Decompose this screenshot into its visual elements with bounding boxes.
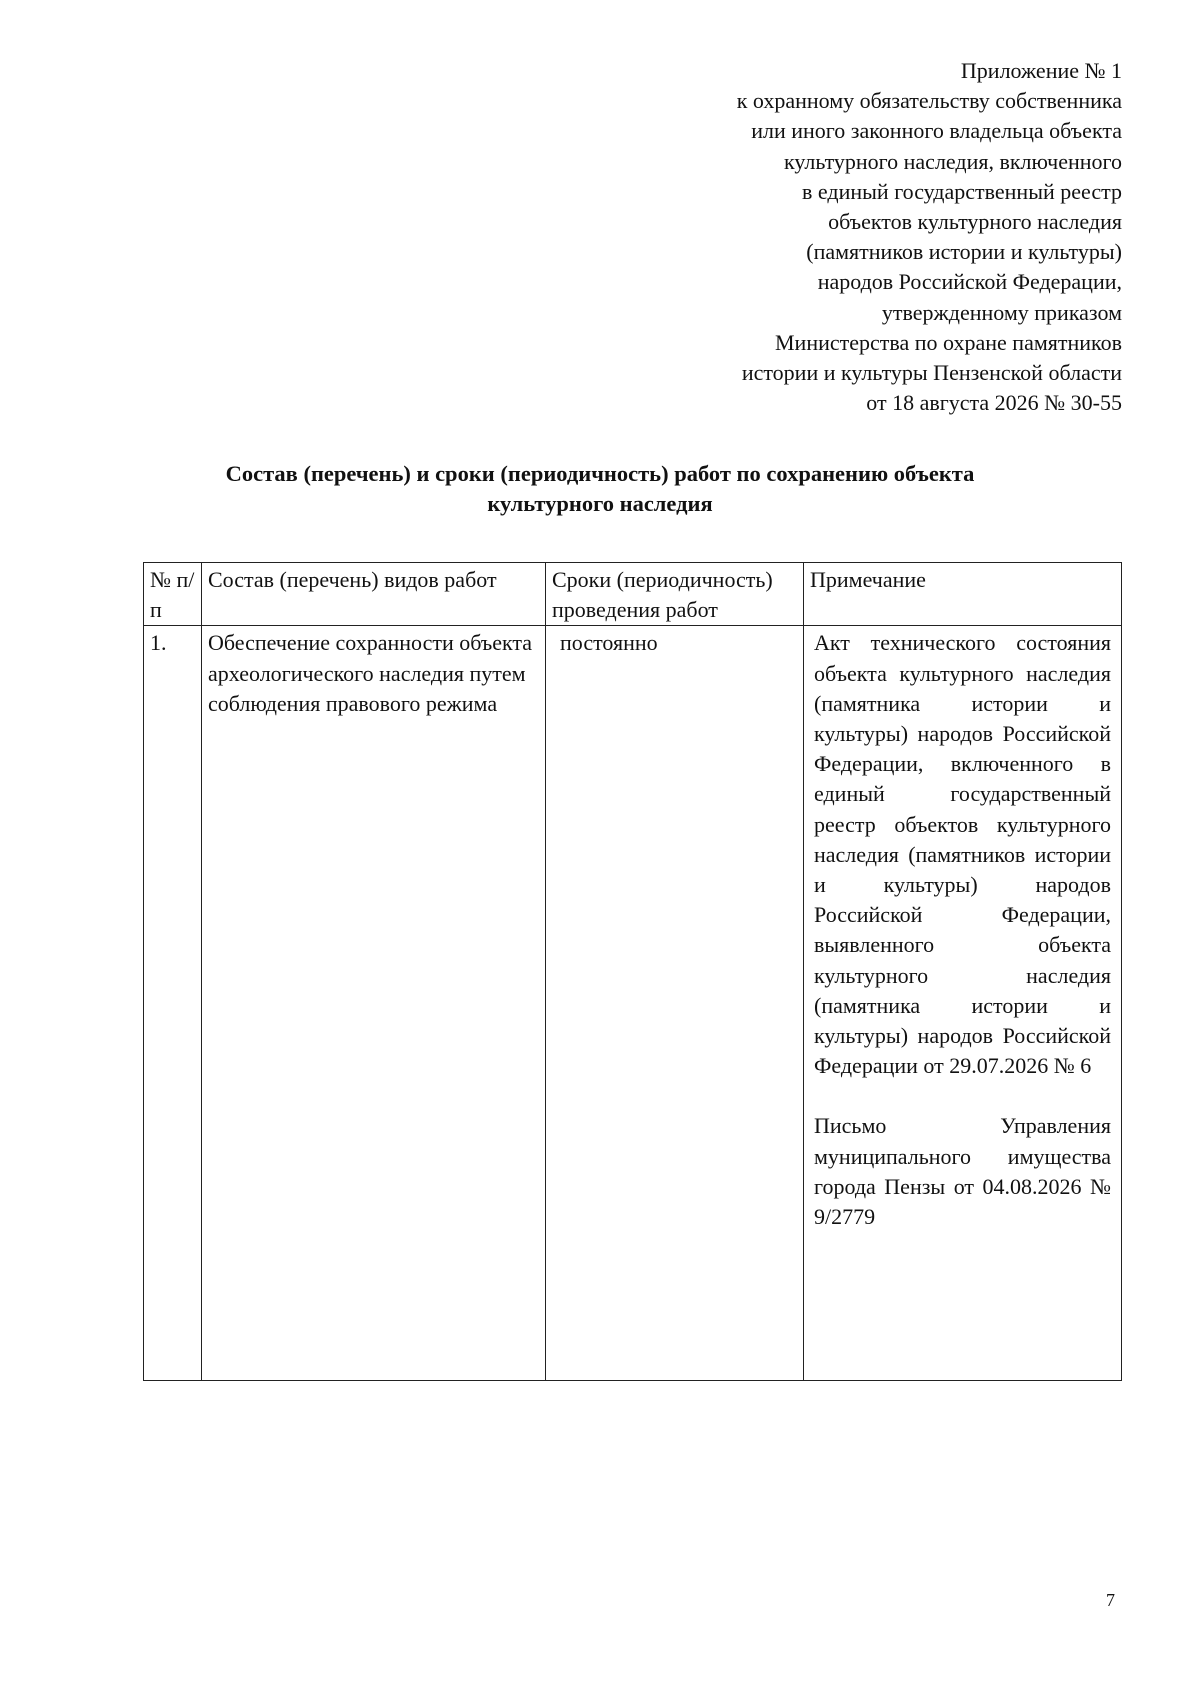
appendix-line: от 18 августа 2026 № 30-55 [866, 390, 1122, 416]
cell-works: Обеспечение сохранности объекта археологического наследия путем соблюдения правового режима [202, 626, 546, 1381]
cell-notes [804, 626, 1122, 1381]
note-letter: Письмо Управления муниципального имущества города Пензы от 04.08.2026 № 9/2779 [814, 1113, 1111, 1230]
table-row [144, 626, 1122, 1381]
appendix-line: народов Российской Федерации, [817, 269, 1122, 295]
appendix-line: или иного законного владельца объекта [751, 118, 1122, 144]
page-number: 7 [1106, 1590, 1115, 1610]
header-num: № п/п [144, 563, 202, 626]
appendix-heading [562, 56, 1122, 418]
cell-num: 1. [144, 626, 202, 1381]
appendix-line: истории и культуры Пензенской области [741, 360, 1122, 386]
appendix-line: к охранному обязательству собственника [736, 88, 1122, 114]
appendix-line: (памятников истории и культуры) [806, 239, 1122, 265]
document-title-line-1: Состав (перечень) и сроки (периодичность) работ по сохранению объекта [225, 461, 975, 486]
header-notes: Примечание [804, 563, 1122, 626]
appendix-line: объектов культурного наследия [828, 209, 1122, 235]
appendix-line: Министерства по охране памятников [775, 329, 1122, 355]
table-header-row [144, 563, 1122, 626]
appendix-line: в единый государственный реестр [802, 178, 1122, 204]
header-works: Состав (перечень) видов работ [202, 563, 546, 626]
cell-terms: постоянно [546, 626, 804, 1381]
document-title-line-2: культурного наследия [487, 491, 713, 516]
header-terms: Сроки (периодичность) проведения работ [546, 563, 804, 626]
works-table [143, 562, 1122, 1381]
note-act: Акт технического состояния объекта культурного наследия (памятника истории и культуры) народов Российской Федерации, включенного в единый государственный реестр объектов культурного наследия (памятников истории и культуры) народов Российской Федерации, выявленного объекта культурного наследия (памятника истории и культуры) народов Российской Федерации от 29.07.2026 № 6 [814, 630, 1111, 1079]
appendix-line: Приложение № 1 [960, 58, 1122, 83]
document-title [130, 459, 1070, 519]
appendix-line: утвержденному приказом [881, 299, 1122, 325]
appendix-line: культурного наследия, включенного [783, 148, 1122, 174]
